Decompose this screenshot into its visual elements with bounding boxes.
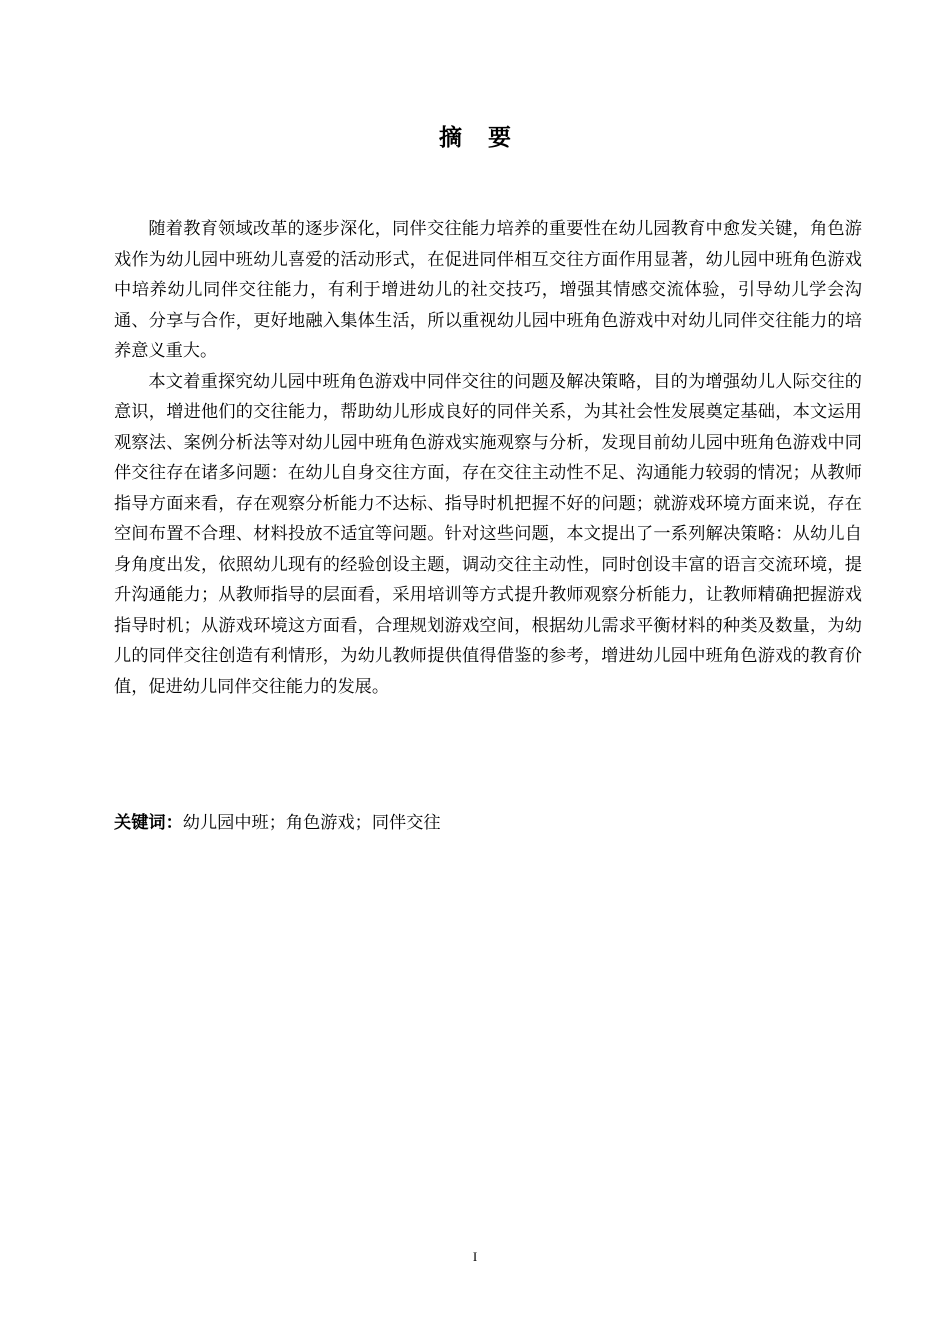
keywords-label: 关键词： (114, 813, 183, 833)
keywords-line (114, 808, 862, 838)
abstract-paragraph-1: 随着教育领域改革的逐步深化，同伴交往能力培养的重要性在幼儿园教育中愈发关键，角色游戏作为幼儿园中班幼儿喜爱的活动形式，在促进同伴相互交往方面作用显著，幼儿园中班角色游戏中培养幼儿同伴交往能力，有利于增进幼儿的社交技巧，增强其情感交流体验，引导幼儿学会沟通、分享与合作，更好地融入集体生活，所以重视幼儿园中班角色游戏中对幼儿同伴交往能力的培养意义重大。 (114, 219, 862, 361)
keywords-text: 幼儿园中班；角色游戏；同伴交往 (182, 813, 441, 833)
abstract-title: 摘要 (439, 124, 537, 151)
abstract-paragraph-2: 本文着重探究幼儿园中班角色游戏中同伴交往的问题及解决策略，目的为增强幼儿人际交往的意识，增进他们的交往能力，帮助幼儿形成良好的同伴关系，为其社会性发展奠定基础，本文运用观察法、案例分析法等对幼儿园中班角色游戏实施观察与分析，发现目前幼儿园中班角色游戏中同伴交往存在诸多问题：在幼儿自身交往方面，存在交往主动性不足、沟通能力较弱的情况；从教师指导方面来看，存在观察分析能力不达标、指导时机把握不好的问题；就游戏环境方面来说，存在空间布置不合理、材料投放不适宜等问题。针对这些问题，本文提出了一系列解决策略：从幼儿自身角度出发，依照幼儿现有的经验创设主题，调动交往主动性，同时创设丰富的语言交流环境，提升沟通能力；从教师指导的层面看，采用培训等方式提升教师观察分析能力，让教师精确把握游戏指导时机；从游戏环境这方面看，合理规划游戏空间，根据幼儿需求平衡材料的种类及数量，为幼儿的同伴交往创造有利情形，为幼儿教师提供值得借鉴的参考，增进幼儿园中班角色游戏的教育价值，促进幼儿同伴交往能力的发展。 (114, 371, 862, 697)
page-number: I (472, 1249, 478, 1264)
abstract-body (114, 214, 862, 702)
